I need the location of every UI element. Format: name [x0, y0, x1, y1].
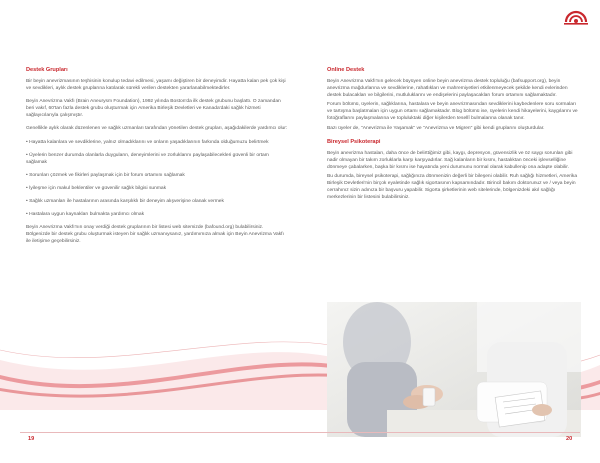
paragraph: Forum bölümü, üyelerin, sağlıklarına, hastalara ve beyin anevrizmasından sevdiklerini kaybedenlere soru sormaları ve tartışma başlatmaları için uygun ortamı sağlamaktadır. Blog bölümü ise, üyelerin kendi hikayelerini, kaygılarını ve fotoğraflarını paylaşmalarına ve topluluktaki diğer kişilerden tesellî bulmalarına olanak tanır. — [327, 102, 578, 122]
paragraph: Bir beyin anevrizmasının teşhisinin konulup tedavi edilmesi, yaşamı değiştiren bir deneyimdir. Hayatta kalan pek çok kişi ve sevdikleri, aylık destek gruplarına katılarak sürekli verilen destekten yararlanabilmektedirler. — [26, 79, 286, 92]
foundation-logo-icon — [563, 8, 589, 26]
paragraph: Beyin Anevrizma Vakfı (Brain Aneurysm Foundation), 1992 yılında Boston'da ilk destek grubunu başlattı. O zamandan beri vakıf, 60'tan fazla destek grubu oluşturmak için Amerika Birleşik Devletleri ve Kanada'daki sağlık hizmeti sağlayıcılarıyla çalışmıştır. — [26, 99, 281, 119]
paragraph: Genellikle aylık olarak düzenlenen ve sağlık uzmanları tarafından yönetilen destek grupları, aşağıdakilerde yardımcı olur: — [26, 126, 288, 132]
psychotherapy-heading: Bireysel Psikoterapi — [327, 138, 381, 145]
bullet-item: • Hayatta kalanlara ve sevdiklerine, yalnız olmadıklarını ve onların yaşadıklarının farkında olduğumuzu belirtmek — [26, 139, 269, 145]
online-support-heading: Online Destek — [327, 67, 365, 73]
bullet-item: • Hastalara uygun kaynakları bulmakta yardımcı olmak — [26, 212, 145, 218]
footer-divider — [20, 432, 580, 433]
paragraph: Bazı üyeler de, "Anevrizma ile Yaşamak" ve "Anevrizma ve Migren" gibi kendi gruplarını oluşturdular. — [327, 125, 545, 131]
paragraph: Beyin anevrizma hastaları, daha önce de belirttiğimiz gibi, kaygı, depresyon, güvensizlik ve öz saygı sorunları gibi nadir olmayan bir takım zorluklarla karşı karşıyadırlar. Sağ kalanların bir kısmı, hastalıktan önceki işlevselliğine dönmeye çabalarken, başka bir kısmı ise hayatında yeni durumunu normal olarak kabullenip ona adapte olabilir. — [327, 150, 573, 170]
left-column — [26, 66, 288, 252]
page-number-right: 20 — [566, 436, 573, 442]
bullet-item: • İyileşme için makul beklentiler ve güvenilir sağlık bilgisi sunmak — [26, 185, 167, 191]
right-column — [327, 66, 581, 207]
bullet-item: • Üyelerin benzer durumda olanlarla duyguların, deneyimlerini ve zorluklarını paylaşabilecekleri güvenli bir ortam sağlamak — [26, 152, 269, 165]
support-groups-heading: Destek Grupları — [26, 67, 68, 73]
closing-paragraph: Beyin Anevrizma Vakfı'nın onay verdiği destek gruplarının bir listesi web sitemizde (bafound.org) bulabilirsiniz. Bölgenizde bir destek grubu oluşturmak isteyen bir sağlık uzmanıysanız, yardımımıza almak için Beyin Anevrizma Vakfı ile iletişime geçebilirsiniz. — [26, 225, 284, 245]
bullet-item: • Sağlık uzmanları ile hastalarının arasında karşılıklı bir deneyim alışverişine olanak vermek — [26, 199, 224, 205]
page-number-left: 19 — [28, 436, 35, 442]
paragraph: Bu durumda, bireysel psikoterapi, sağlığınıza dönmenizin değerli bir bileşeni olabilir. Ruh sağlığı hizmetleri, Amerika Birleşik Devletleri'nin birçok eyaletinde sağlık sigortasının kapsamındadır. Birincil bakım doktorunuz ve / veya beyin cerrahınız sizin adınıza bir başvuru yapabilir. Sigorta şirketlerinin web sitelerinde, bölgenizdeki akıl sağlığı merkezlerinin bir listesini bulabilirsiniz. — [327, 173, 578, 201]
bullet-item: • Sorunları çözmek ve fikirleri paylaşmak için bir forum ortamını sağlamak — [26, 172, 185, 178]
therapy-session-photo — [327, 302, 581, 437]
paragraph: Beyin Anevrizma Vakfı'nın gelecek büyüyen online beyin anevrizma destek topluluğu (bafsupport.org), beyin anevrizma mağdurlarına ve sevdiklerine, rahatlıkları ve mahremiyetleri etkilenmeyecek şekilde kendi evlerinden destek bulacakları ve bilgilerini, mutluluklarını ve endişelerini paylaşacakları forum ortamını sağlamaktadır. — [327, 79, 568, 99]
